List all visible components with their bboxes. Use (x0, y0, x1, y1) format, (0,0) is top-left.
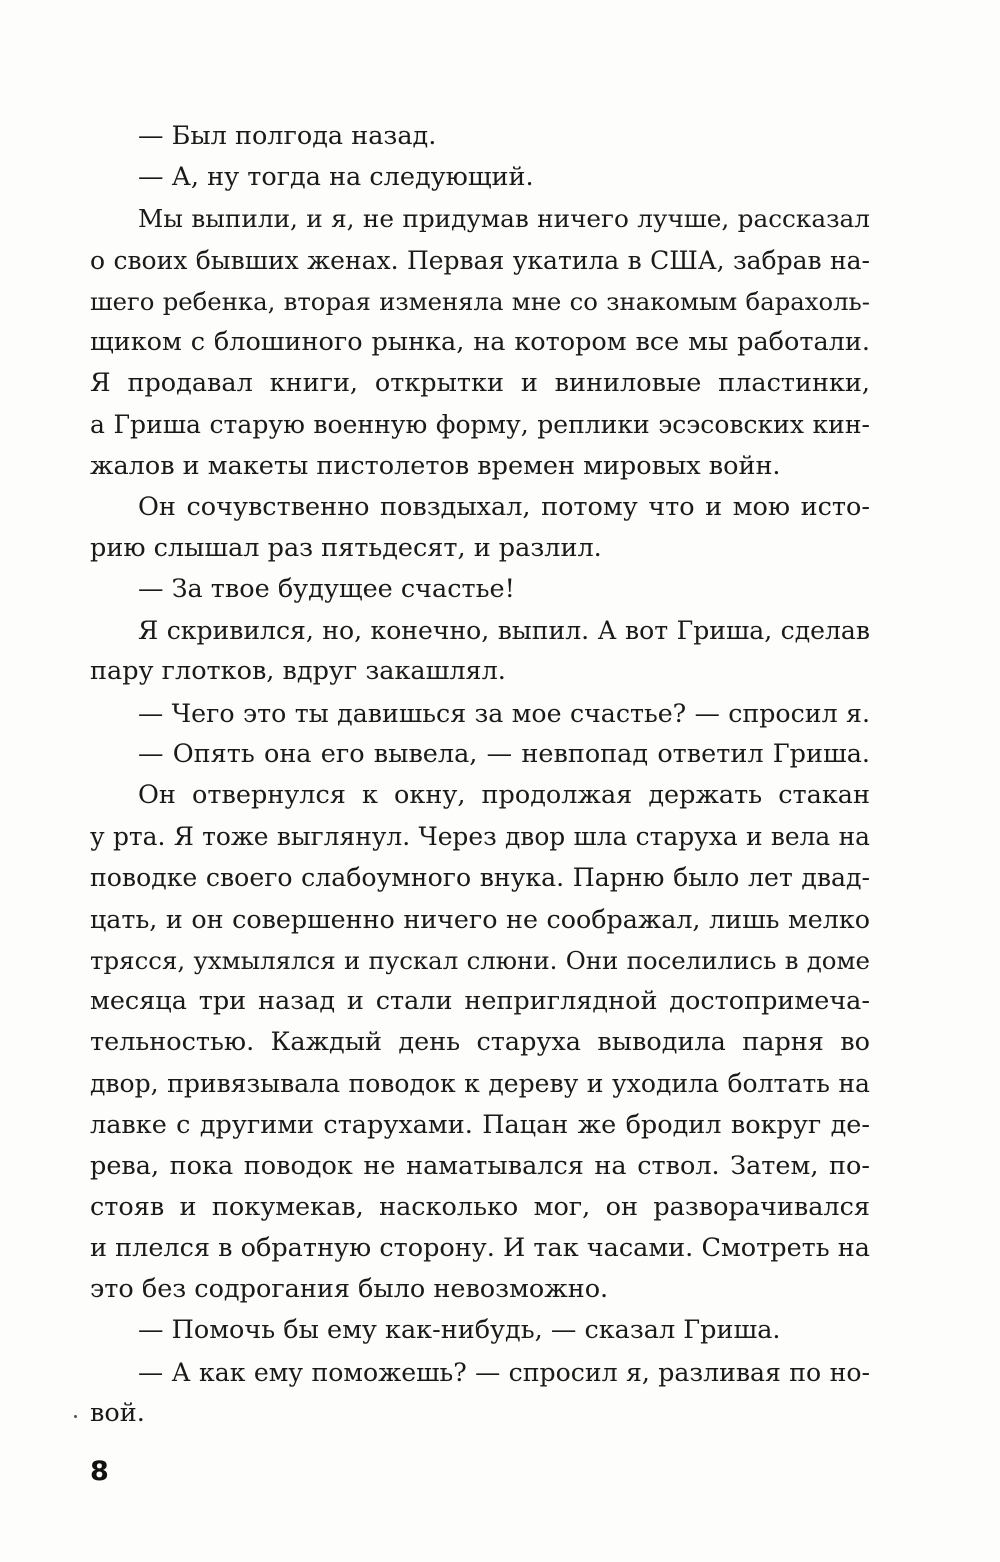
text-line: а Гриша старую военную форму, реплики эсэсовских кин- (90, 410, 870, 440)
text-line: — Опять она его вывела, — невпопад ответил Гриша. (138, 738, 870, 769)
text-line: щиком с блошиного рынка, на котором все мы работали. (90, 326, 870, 357)
text-line: тельностью. Каждый день старуха выводила парня во (90, 1027, 870, 1058)
body-text (90, 116, 870, 1434)
text-line: рева, пока поводок не наматывался на ствол. Затем, по- (90, 1150, 870, 1181)
text-line: жалов и макеты пистолетов времен мировых войн. (90, 450, 781, 481)
text-line: — За твое будущее счастье! (138, 574, 515, 605)
text-line: — Был полгода назад. (138, 121, 437, 151)
text-line: двор, привязывала поводок к дереву и уходила болтать на (90, 1069, 870, 1099)
text-line: стояв и покумекав, насколько мог, он разворачивался (90, 1191, 870, 1222)
print-speck (74, 1415, 77, 1418)
text-line: Он сочувственно повздыхал, потому что и мою исто- (138, 491, 870, 522)
text-line: — Чего это ты давишься за мое счастье? — спросил я. (138, 698, 870, 728)
text-line: трясся, ухмылялся и пускал слюни. Они поселились в доме (90, 945, 870, 975)
text-line: вой. (90, 1397, 145, 1428)
text-line: цать, и он совершенно ничего не соображал, лишь мелко (90, 903, 870, 934)
text-line: — Помочь бы ему как-нибудь, — сказал Гриша. (138, 1315, 781, 1346)
text-line: пару глотков, вдруг закашлял. (90, 656, 506, 687)
text-line: это без содрогания было невозможно. (90, 1274, 609, 1305)
text-line: и плелся в обратную сторону. И так часами. Смотреть на (90, 1233, 870, 1264)
page-number: 8 (90, 1456, 109, 1487)
text-line: Мы выпили, и я, не придумав ничего лучше, рассказал (138, 204, 870, 234)
text-line: Он отвернулся к окну, продолжая держать стакан (138, 780, 870, 810)
text-line: — А, ну тогда на следующий. (138, 162, 534, 193)
text-line: лавке с другими старухами. Пацан же бродил вокруг де- (90, 1109, 870, 1140)
text-line: шего ребенка, вторая изменяла мне со знакомым барахоль- (90, 286, 870, 316)
text-line: у рта. Я тоже выглянул. Через двор шла старуха и вела на (90, 822, 870, 852)
text-line: поводке своего слабоумного внука. Парню было лет двад- (90, 863, 870, 893)
text-line: Я скривился, но, конечно, выпил. А вот Гриша, сделав (138, 616, 870, 646)
text-line: Я продавал книги, открытки и виниловые пластинки, (90, 368, 870, 399)
text-line: рию слышал раз пятьдесят, и разлил. (90, 532, 602, 563)
text-line: месяца три назад и стали неприглядной достопримеча- (90, 985, 870, 1016)
text-line: о своих бывших женах. Первая укатила в США, забрав на- (90, 245, 870, 275)
text-line: — А как ему поможешь? — спросил я, разливая по но- (138, 1357, 870, 1387)
